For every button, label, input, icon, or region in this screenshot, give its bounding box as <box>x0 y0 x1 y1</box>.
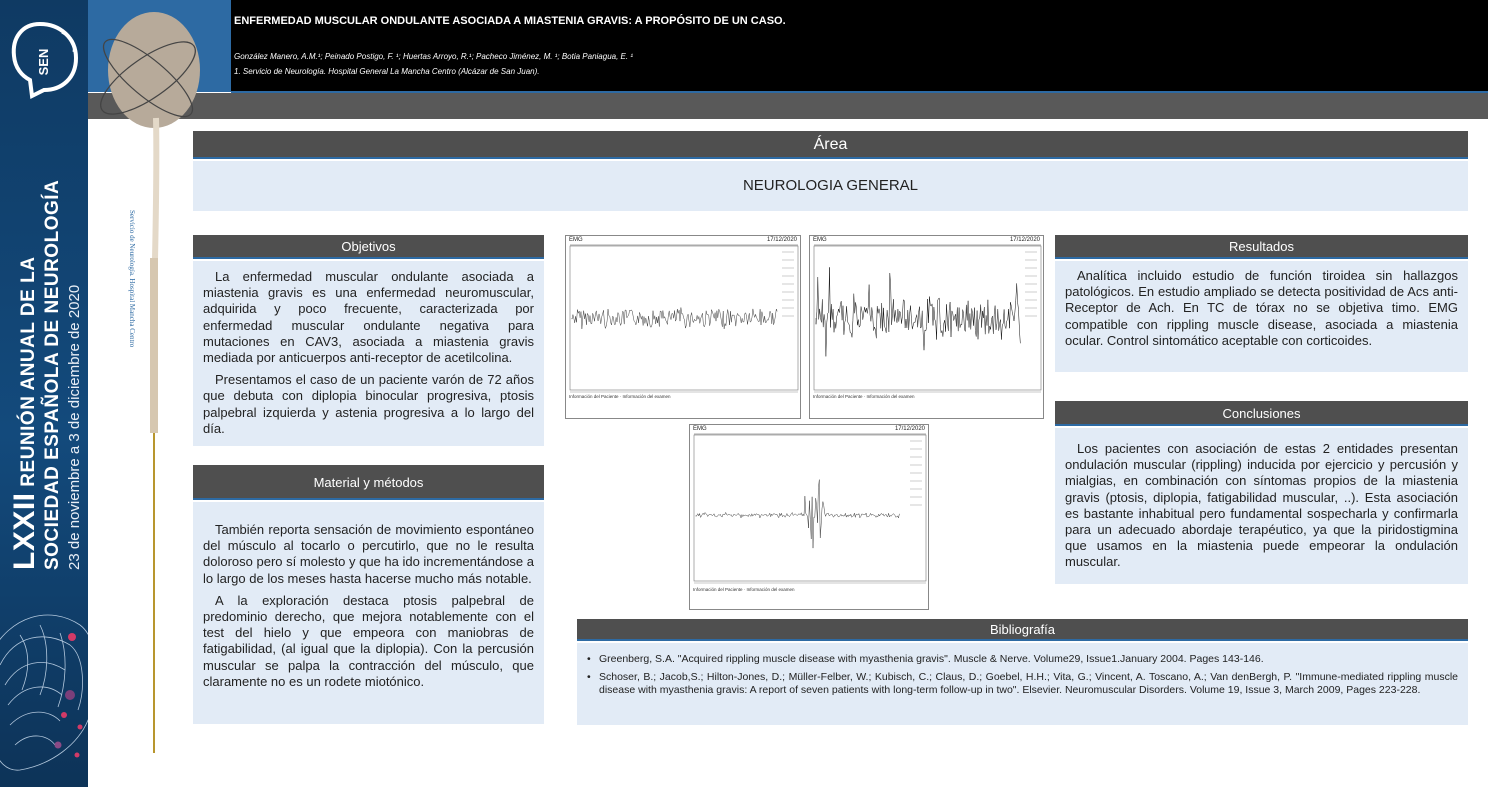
material-paragraph-1: También reporta sensación de movimiento espontáneo del músculo al tocarlo o percutirlo, que no le resulta doloroso pero sí molesto y que ha ido incrementándose a lo largo de los meses hasta hacerse mucho más notable. <box>203 522 534 586</box>
emg-trace <box>690 425 930 611</box>
sen-logo <box>10 18 80 100</box>
bibliografia-item: • Schoser, B.; Jacob,S.; Hilton-Jones, D.; Müller-Felber, W.; Kubisch, C.; Claus, D.; Goebel, H.H.; Vita, G.; Vincent, A. Toscano, A.; Van denBergh, P. "Immune-mediated rippling muscle disease with myasthenia gravis: A report of seven patients with long-term follow-up in two". Elsevier. Neuromuscular Disorders. Volume 19, Issue 3, March 2009, Pages 223-228. <box>587 671 1458 697</box>
bibliografia-body <box>577 643 1468 725</box>
sen-logo-text: SEN <box>36 48 51 76</box>
emg-label: EMG <box>693 426 707 432</box>
material-heading: Material y métodos <box>193 465 544 500</box>
hospital-mark <box>96 8 206 768</box>
emg-trace <box>566 236 802 420</box>
objetivos-body <box>193 261 544 446</box>
hospital-vertical-label: Servicio de Neurología. Hospital Mancha Centro <box>128 210 136 348</box>
header <box>88 0 1488 92</box>
objetivos-paragraph-2: Presentamos el caso de un paciente varón de 72 años que debuta con diplopia binocular progresiva, ptosis palpebral izquierda y astenia progresiva a lo largo del día. <box>203 372 534 436</box>
material-body <box>193 502 544 724</box>
banner-text <box>8 180 83 570</box>
emg-label: EMG <box>813 237 827 243</box>
emg-date: 17/12/2020 <box>894 426 925 432</box>
gray-bar <box>88 93 1488 119</box>
emg-trace <box>810 236 1045 420</box>
emg-date: 17/12/2020 <box>766 237 797 243</box>
conclusiones-heading: Conclusiones <box>1055 401 1468 426</box>
material-paragraph-2: A la exploración destaca ptosis palpebral de predominio derecho, que mejora notablemente con el test del hielo y que empeora con maniobras de fatigabilidad, (al igual que la diplopia). Con la percusión muscular se palpa la contracción del músculo, que claramente no es un rodete miotónico. <box>203 592 534 689</box>
banner-line2: SOCIEDAD ESPAÑOLA DE NEUROLOGÍA <box>42 179 63 570</box>
area-value: NEUROLOGIA GENERAL <box>193 161 1468 211</box>
emg-figure-1 <box>565 235 801 419</box>
left-banner <box>0 0 88 787</box>
emg-label: EMG <box>569 237 583 243</box>
bibliografia-item: • Greenberg, S.A. "Acquired rippling muscle disease with myasthenia gravis". Muscle & Nerve. Volume29, Issue1.January 2004. Pages 143-146. <box>587 653 1458 666</box>
poster-affiliation: 1. Servicio de Neurología. Hospital General La Mancha Centro (Alcázar de San Juan). <box>234 67 540 76</box>
objetivos-paragraph-1: La enfermedad muscular ondulante asociada a miastenia gravis es una enfermedad neuromuscular, adquirida y poco frecuente, caracterizada por enfermedad muscular ondulante negativa para mutaciones en CAV3, asociada a miastenia gravis mediada por anticuerpos anti-receptor de acetilcolina. <box>203 269 534 366</box>
brain-illustration <box>0 595 88 787</box>
resultados-paragraph: Analítica incluido estudio de función tiroidea sin hallazgos patológicos. En estudio ampliado se detecta positividad de Acs anti-Receptor de Ach. En TC de tórax no se objetiva timo. EMG compatible con rippling muscle disease, asociada a miastenia ocular. Control sintomático aceptable con corticoides. <box>1065 268 1458 348</box>
resultados-body <box>1055 261 1468 372</box>
banner-dates: 23 de noviembre a 3 de diciembre de 2020 <box>66 284 83 570</box>
banner-number: LXXII <box>8 492 41 570</box>
emg-figure-2 <box>809 235 1044 419</box>
objetivos-heading: Objetivos <box>193 235 544 259</box>
emg-footer: Información del Paciente · Información del examen <box>813 394 915 399</box>
area-heading: Área <box>193 131 1468 159</box>
emg-footer: Información del Paciente · Información del examen <box>569 394 671 399</box>
emg-footer: Información del Paciente · Información del examen <box>693 587 795 592</box>
poster-authors: González Manero, A.M.¹; Peinado Postigo, F. ¹; Huertas Arroyo, R.¹; Pacheco Jiménez, M. ¹; Botia Paniagua, E. ¹ <box>234 52 633 61</box>
resultados-heading: Resultados <box>1055 235 1468 259</box>
poster-title: ENFERMEDAD MUSCULAR ONDULANTE ASOCIADA A MIASTENIA GRAVIS: A PROPÓSITO DE UN CASO. <box>234 15 786 27</box>
conclusiones-paragraph: Los pacientes con asociación de estas 2 entidades presentan ondulación muscular (rippling) inducida por ejercicio y percusión y mialgias, en combinación con síntomas propios de la miastenia gravis (ptosis, diplopia, fatigabilidad muscular, ..). Esta asociación es bastante inhabitual pero fundamental sospecharla y confirmarla para un adecuado abordaje terapéutico, ya que la piridostigmina que usamos en la miastenia puede empeorar la ondulación muscular. <box>1065 441 1458 570</box>
bibliografia-heading: Bibliografía <box>577 619 1468 641</box>
emg-date: 17/12/2020 <box>1009 237 1040 243</box>
emg-figure-3 <box>689 424 929 610</box>
banner-line1: REUNIÓN ANUAL DE LA <box>18 256 39 487</box>
conclusiones-body <box>1055 428 1468 584</box>
